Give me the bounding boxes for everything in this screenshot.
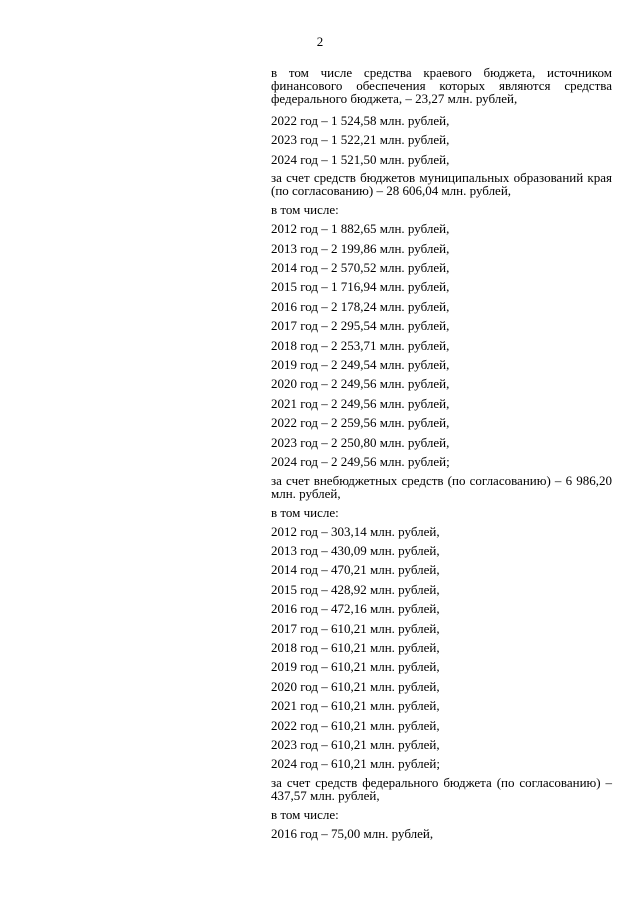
intro-year-list [271, 111, 612, 169]
year-line: 2024 год – 610,21 млн. рублей; [271, 756, 440, 772]
year-line: 2021 год – 2 249,56 млн. рублей, [271, 395, 450, 411]
year-line: 2022 год – 610,21 млн. рублей, [271, 717, 440, 733]
year-line: 2024 год – 2 249,56 млн. рублей; [271, 454, 450, 470]
year-line: 2016 год – 75,00 млн. рублей, [271, 825, 434, 841]
year-line: 2014 год – 470,21 млн. рублей, [271, 562, 440, 578]
year-line: 2020 год – 2 249,56 млн. рублей, [271, 376, 450, 392]
intro-paragraph: в том числе средства краевого бюджета, источником финансового обеспечения которых являются средства федерального бюджета, – 23,27 млн. рублей, [271, 65, 612, 106]
year-line: 2014 год – 2 570,52 млн. рублей, [271, 260, 450, 276]
year-line: 2019 год – 610,21 млн. рублей, [271, 659, 440, 675]
federal-year-list [271, 824, 612, 843]
year-line: 2024 год – 1 521,50 млн. рублей, [271, 151, 450, 167]
year-line: 2013 год – 430,09 млн. рублей, [271, 542, 440, 558]
year-line: 2018 год – 610,21 млн. рублей, [271, 639, 440, 655]
year-line: 2016 год – 472,16 млн. рублей, [271, 601, 440, 617]
extrabudgetary-year-list [271, 522, 612, 774]
municipal-year-list [271, 219, 612, 471]
page-number: 2 [316, 34, 324, 49]
year-line: 2012 год – 1 882,65 млн. рублей, [271, 221, 450, 237]
document-body [271, 66, 612, 843]
extrabudgetary-label: в том числе: [271, 504, 339, 520]
year-line: 2012 год – 303,14 млн. рублей, [271, 523, 440, 539]
year-line: 2022 год – 1 524,58 млн. рублей, [271, 113, 450, 128]
year-line: 2022 год – 2 259,56 млн. рублей, [271, 415, 450, 431]
year-line: 2016 год – 2 178,24 млн. рублей, [271, 298, 450, 314]
year-line: 2023 год – 1 522,21 млн. рублей, [271, 132, 450, 148]
year-line: 2017 год – 610,21 млн. рублей, [271, 620, 440, 636]
year-line: 2021 год – 610,21 млн. рублей, [271, 698, 440, 714]
year-line: 2015 год – 428,92 млн. рублей, [271, 581, 440, 597]
year-line: 2023 год – 610,21 млн. рублей, [271, 736, 440, 752]
federal-paragraph: за счет средств федерального бюджета (по согласованию) – 437,57 млн. рублей, [271, 774, 612, 803]
year-line: 2020 год – 610,21 млн. рублей, [271, 678, 440, 694]
extrabudgetary-paragraph: за счет внебюджетных средств (по согласованию) – 6 986,20 млн. рублей, [271, 472, 612, 501]
year-line: 2015 год – 1 716,94 млн. рублей, [271, 279, 450, 295]
federal-label: в том числе: [271, 806, 339, 822]
year-line: 2023 год – 2 250,80 млн. рублей, [271, 434, 450, 450]
year-line: 2013 год – 2 199,86 млн. рублей, [271, 240, 450, 256]
year-line: 2018 год – 2 253,71 млн. рублей, [271, 337, 450, 353]
year-line: 2019 год – 2 249,54 млн. рублей, [271, 357, 450, 373]
municipal-label: в том числе: [271, 202, 339, 218]
year-line: 2017 год – 2 295,54 млн. рублей, [271, 318, 450, 334]
municipal-paragraph: за счет средств бюджетов муниципальных образований края (по согласованию) – 28 606,04 млн. рублей, [271, 170, 612, 199]
